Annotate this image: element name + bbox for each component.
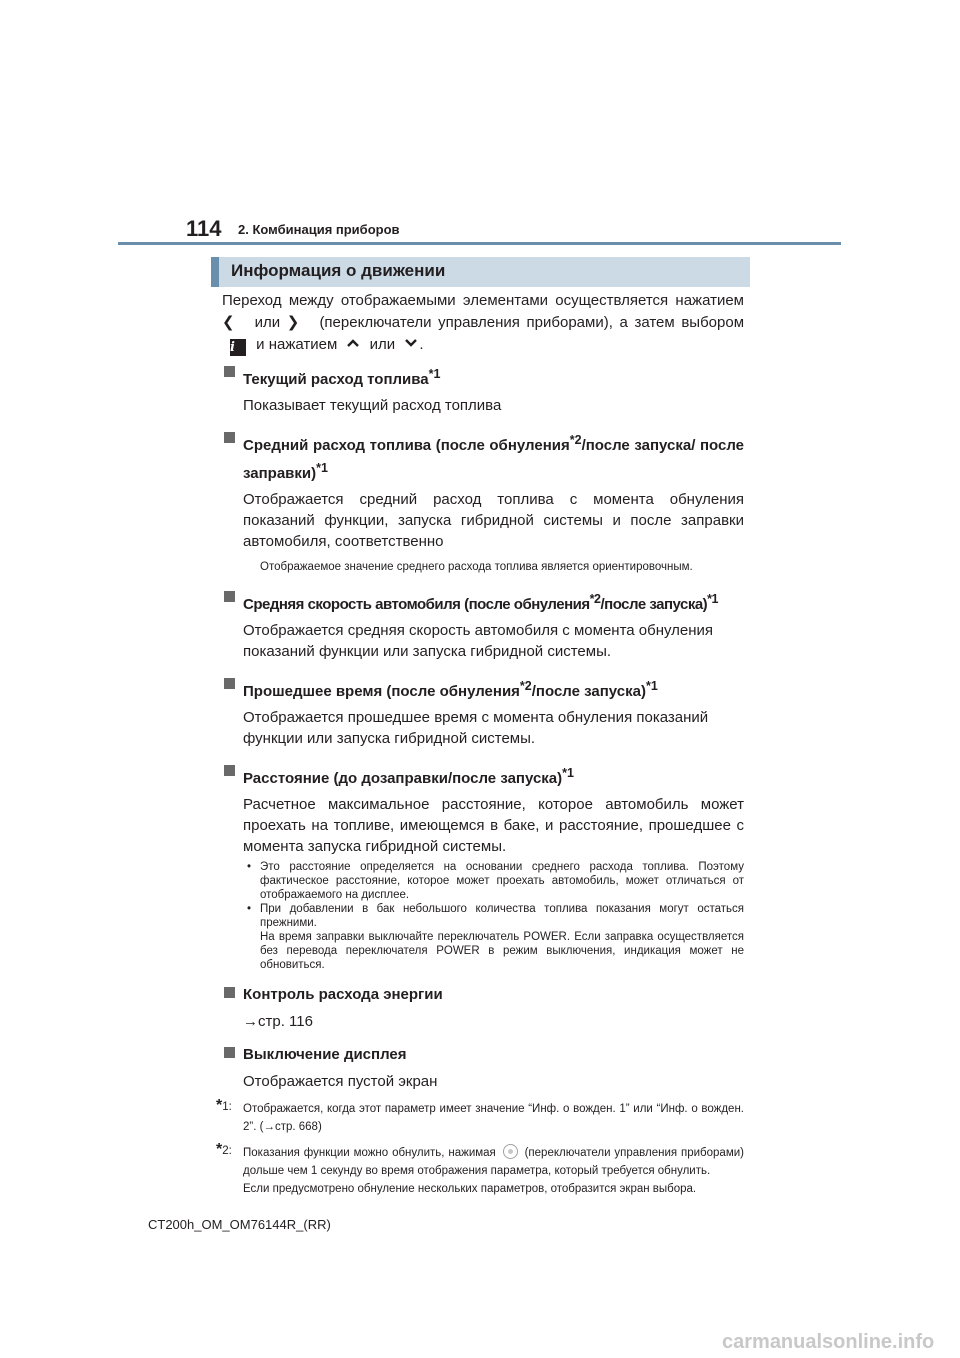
header-divider [118, 242, 841, 245]
chevron-up-icon [345, 338, 361, 348]
footnote-marker: *2: [216, 1141, 232, 1158]
item-average-consumption [222, 429, 744, 575]
intro-text-6: . [419, 336, 424, 353]
footnote-marker: *1: [216, 1097, 232, 1114]
item-current-consumption [222, 363, 744, 416]
intro-paragraph [222, 290, 744, 356]
chapter-title: 2. Комбинация приборов [238, 222, 400, 237]
item-description: Отображается средняя скорость автомобиля с момента обнуления показаний функции или запуска гибридной системы. [243, 622, 714, 660]
footnote-ref: *1 [562, 766, 574, 780]
square-bullet-icon [224, 765, 235, 776]
intro-text-3: (переключатели управления приборами), а затем выбором [319, 314, 745, 331]
item-description: Отображается прошедшее время с момента обнуления показаний функции или запуска гибридной системы. [243, 709, 709, 747]
footnote-ref: *2 [519, 679, 532, 693]
footnote-ref: *2 [589, 592, 601, 606]
footnote-ref: *1 [707, 592, 718, 606]
dial-button-icon [503, 1144, 518, 1159]
item-distance [222, 762, 744, 972]
square-bullet-icon [224, 432, 235, 443]
page-reference: стр. 116 [258, 1013, 313, 1030]
document-code: CT200h_OM_OM76144R_(RR) [148, 1217, 331, 1232]
content [216, 290, 745, 1198]
footnote-ref: *2 [569, 433, 582, 447]
intro-text-5: или [369, 336, 396, 353]
square-bullet-icon [224, 591, 235, 602]
arrow-right-icon: → [263, 1121, 275, 1133]
section-header [211, 257, 750, 287]
item-description: Расчетное максимальное расстояние, которое автомобиль может проехать на топливе, имеющемся в баке, и расстояние, прошедшее с момента запуска гибридной системы. [243, 796, 744, 855]
info-icon: i [230, 339, 246, 356]
item-energy-monitor [222, 984, 744, 1032]
item-note: Отображаемое значение среднего расхода топлива является ориентировочным. [260, 561, 693, 573]
item-title: Прошедшее время (после обнуления$^{*2}$/после запуска)$^{*1}$ [243, 679, 658, 700]
item-title: Текущий расход топлива$^{*1}$ [243, 367, 441, 388]
square-bullet-icon [224, 987, 235, 998]
item-description: Отображается пустой экран [243, 1073, 438, 1090]
item-title: Контроль расхода энергии [243, 986, 443, 1003]
chevron-left-icon: ❮ [222, 314, 235, 331]
item-description: Показывает текущий расход топлива [243, 397, 502, 414]
item-elapsed-time [222, 675, 744, 749]
intro-text-1: Переход между отображаемыми элементами осуществляется нажатием [222, 292, 744, 309]
item-display-off [222, 1044, 744, 1092]
list-item: • Это расстояние определяется на основании среднего расхода топлива. Поэтому фактическое расстояние, которое может проехать автомобиль, может отличаться от отображаемого на дисплее. [247, 861, 744, 901]
footnote-1: *1: Отображается, когда этот параметр имеет значение “Инф. о вожден. 1” или “Инф. о вожден. 2”. (→стр. 668) [216, 1097, 744, 1133]
square-bullet-icon [224, 678, 235, 689]
item-title: Средняя скорость автомобиля (после обнуления$^{*2}$/после запуска)$^{*1}$ [243, 592, 718, 613]
footnote-ref: *1 [316, 461, 328, 475]
item-bullet-list [243, 860, 744, 972]
square-bullet-icon [224, 1047, 235, 1058]
item-title: Средний расход топлива (после обнуления$^{*2}$/после запуска/ после заправки)$^{*1}$ [243, 433, 744, 482]
footnote-ref: *1 [428, 367, 441, 381]
chevron-down-icon [403, 338, 419, 348]
footnote-ref: *1 [645, 679, 658, 693]
footnote-2: *2: Показания функции можно обнулить, нажимая (переключатели управления приборами) дольше чем 1 секунду во время отображения параметра, который требуется обнулить. Если предусмотрено обнуление нескольких параметров, отобразится экран выбора. [216, 1141, 744, 1195]
chevron-right-icon: ❯ [286, 314, 300, 331]
page-number: 114 [186, 216, 222, 241]
intro-text-2: или [254, 314, 281, 331]
square-bullet-icon [224, 366, 235, 377]
item-average-speed [222, 588, 744, 662]
item-title: Расстояние (до дозаправки/после запуска)$^{*1}$ [243, 766, 574, 787]
list-item: • При добавлении в бак небольшого количества топлива показания могут остаться прежними. На время заправки выключайте переключатель POWER. Если заправка осуществляется без перевода переключателя POWER в режим выключения, индикация может не обновиться. [247, 903, 744, 971]
arrow-right-icon: → [243, 1013, 258, 1030]
section-title: Информация о движении [231, 261, 446, 280]
item-description: Отображается средний расход топлива с момента обнуления показаний функции, запуска гибридной системы и после заправки автомобиля, соответственно [243, 491, 744, 550]
item-title: Выключение дисплея [243, 1046, 407, 1063]
item-description [243, 1011, 744, 1032]
intro-text-4: и нажатием [256, 336, 338, 353]
watermark: carmanualsonline.info [722, 1331, 935, 1353]
